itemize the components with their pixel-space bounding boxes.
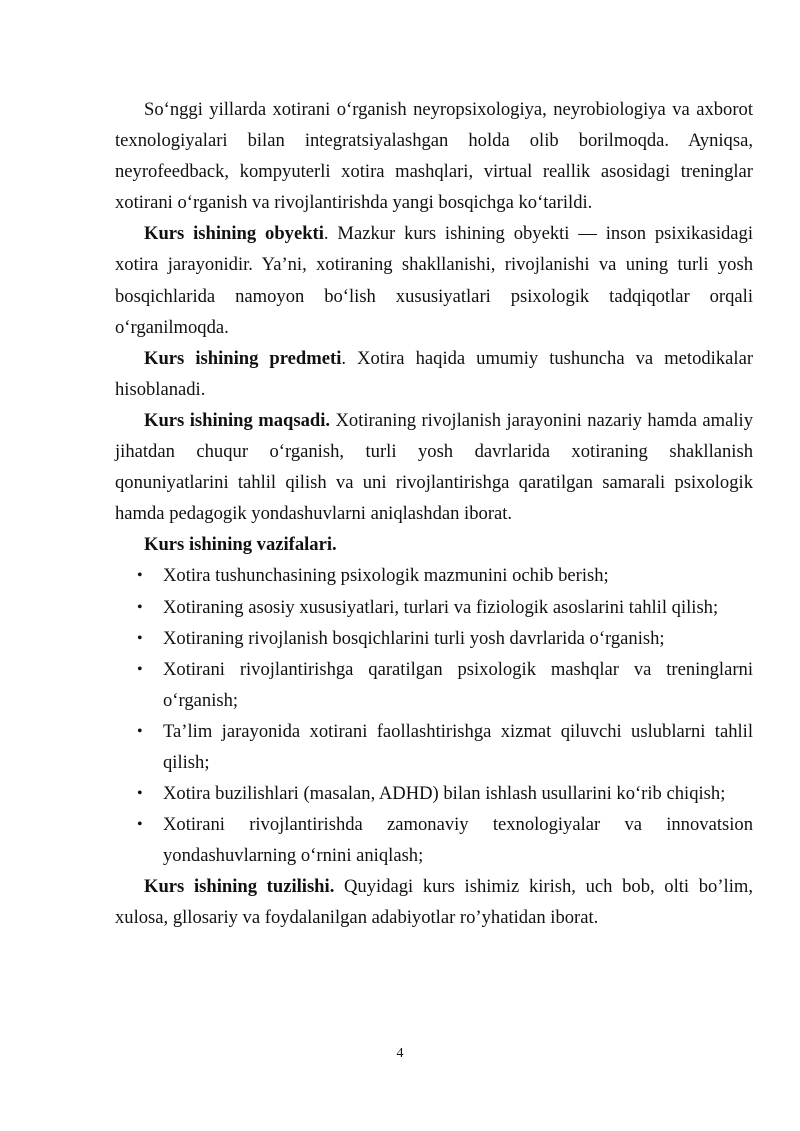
list-item [115,778,753,809]
subject-heading: Kurs ishining predmeti [144,347,342,369]
tasks-list [115,560,753,871]
tasks-heading-paragraph [115,529,753,560]
object-paragraph [115,218,753,342]
list-item-text: Xotira tushunchasining psixologik mazmunini ochib berish; [163,565,609,587]
list-item [115,716,753,778]
bullet-icon: • [137,660,143,678]
intro-paragraph: So‘nggi yillarda xotirani o‘rganish neyropsixologiya, neyrobiologiya va axborot texnologiyalari bilan integratsiyalashgan holda olib borilmoqda. Ayniqsa, neyrofeedback, kompyuterli xotira mashqlari, virtual reallik asosidagi treninglar xotirani o‘rganish va rivojlantirishda yangi bosqichga ko‘tarildi. [115,99,753,214]
list-item-text: Xotira buzilishlari (masalan, ADHD) bilan ishlash usullarini ko‘rib chiqish; [163,783,726,805]
document-page [115,94,753,934]
bullet-icon: • [137,567,143,585]
object-text: . Mazkur kurs ishining obyekti — inson psixikasidagi xotira jarayonidir. Ya’ni, xotiraning shakllanishi, rivojlanishi va uning turli yosh bosqichlarida namoyon bo‘lish xususiyatlari psixologik tadqiqotlar orqali o‘rganilmoqda. [115,223,753,338]
bullet-icon: • [137,629,143,647]
list-item-text: Xotiraning asosiy xususiyatlari, turlari va fiziologik asoslarini tahlil qilish; [163,596,719,618]
list-item [115,623,753,654]
subject-paragraph [115,343,753,405]
page-number: 4 [396,1046,404,1061]
structure-paragraph [115,871,753,933]
list-item-text: Xotirani rivojlantirishga qaratilgan psixologik mashqlar va treninglarni o‘rganish; [163,658,753,711]
list-item-text: Xotirani rivojlantirishda zamonaviy texnologiyalar va innovatsion yondashuvlarning o‘rnini aniqlash; [163,814,753,867]
object-heading: Kurs ishining obyekti [144,223,324,245]
goal-text: Xotiraning rivojlanish jarayonini nazariy hamda amaliy jihatdan chuqur o‘rganish, turli yosh davrlarida xotiraning shakllanish qonuniyatlarini tahlil qilish va uni rivojlantirishga qaratilgan samarali psixologik hamda pedagogik yondashuvlarni aniqlashdan iborat. [115,409,754,525]
list-item [115,592,753,623]
bullet-icon: • [137,816,143,834]
list-item-text: Xotiraning rivojlanish bosqichlarini turli yosh davrlarida o‘rganish; [163,627,665,649]
list-item-text: Ta’lim jarayonida xotirani faollashtirishga xizmat qiluvchi uslublarni tahlil qilish; [163,720,753,773]
list-item [115,654,753,716]
bullet-icon: • [137,598,143,616]
goal-paragraph [115,405,753,529]
goal-heading: Kurs ishining maqsadi. [144,409,331,431]
subject-text: . Xotira haqida umumiy tushuncha va metodikalar hisoblanadi. [115,347,754,400]
tasks-heading: Kurs ishining vazifalari. [144,534,337,556]
structure-text: Quyidagi kurs ishimiz kirish, uch bob, olti bo’lim, xulosa, gllosariy va foydalanilgan adabiyotlar ro’yhatidan iborat. [115,876,753,929]
bullet-icon: • [137,722,143,740]
bullet-icon: • [137,785,143,803]
structure-heading: Kurs ishining tuzilishi. [144,876,335,898]
list-item [115,809,753,871]
list-item [115,560,753,591]
